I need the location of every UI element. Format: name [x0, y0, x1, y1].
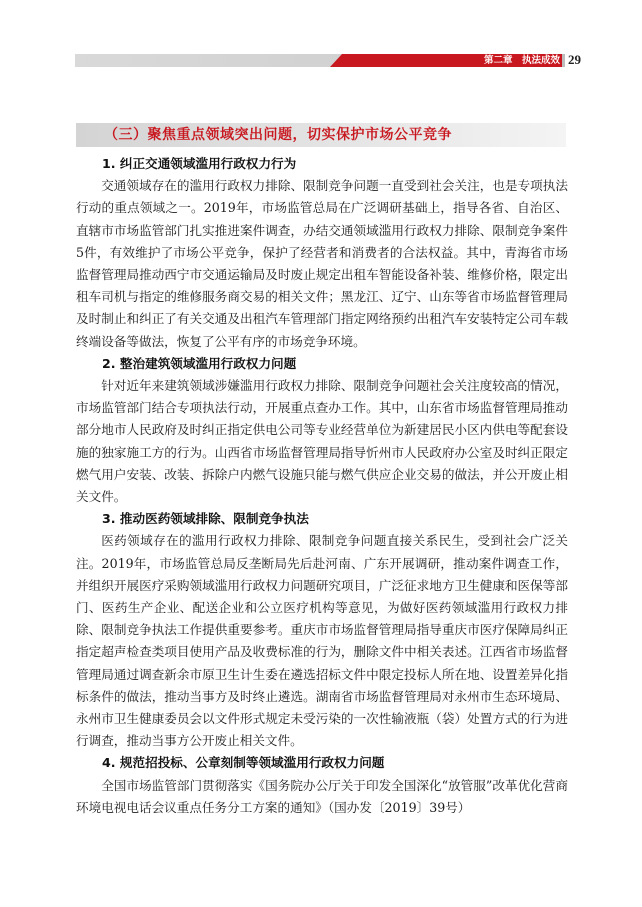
subsection-heading: 4. 规范招投标、公章刻制等领域滥用行政权力问题	[102, 755, 385, 771]
chapter-label: 第二章 执法成效	[483, 55, 560, 66]
subsection-heading: 3. 推动医药领域排除、限制竞争执法	[102, 511, 309, 527]
section-title: （三）聚焦重点领域突出问题，切实保护市场公平竞争	[104, 127, 452, 143]
subsection-2	[76, 353, 568, 508]
subsection-paragraph: 针对近年来建筑领域涉嫌滥用行政权力排除、限制竞争问题社会关注度较高的情况，市场监管部门结合专项执法行动，开展重点查办工作。其中，山东省市场监督管理局推动部分地市人民政府及时纠正指定供电公司等专业经营单位为新建居民小区内供电等配套设施的独家施工方的行为。山西省市场监督管理局指导忻州市人民政府办公室及时纠正限定燃气用户安装、改装、拆除户内燃气设施只能与燃气供应企业交易的做法，并公开废止相关文件。	[76, 378, 568, 505]
subsection-paragraph: 交通领域存在的滥用行政权力排除、限制竞争问题一直受到社会关注，也是专项执法行动的重点领域之一。2019年，市场监管总局在广泛调研基础上，指导各省、自治区、直辖市市场监管部门扎实推进案件调查，办结交通领域滥用行政权力排除、限制竞争案件5件，有效维护了市场公平竞争，保护了经营者和消费者的合法权益。其中，青海省市场监督管理局推动西宁市交通运输局及时废止规定出租车智能设备补装、维修价格，限定出租车司机与指定的维修服务商交易的相关文件；黑龙江、辽宁、山东等省市场监督管理局及时制止和纠正了有关交通及出租汽车管理部门指定网络预约出租汽车安装特定公司车载终端设备等做法，恢复了公平有序的市场竞争环境。	[76, 178, 568, 349]
subsection-1	[76, 153, 568, 353]
subsection-paragraph: 全国市场监管部门贯彻落实《国务院办公厅关于印发全国深化“放管服”改革优化营商环境电视电话会议重点任务分工方案的通知》（国办发〔2019〕39号）	[76, 777, 568, 815]
page-number: 29	[568, 52, 581, 67]
subsection-4	[76, 752, 568, 819]
subsection-paragraph: 医药领域存在的滥用行政权力排除、限制竞争问题直接关系民生，受到社会广泛关注。2019年，市场监管总局反垄断局先后赴河南、广东开展调研，推动案件调查工作，并组织开展医疗采购领域滥用行政权力问题研究项目，广泛征求地方卫生健康和医保等部门、医药生产企业、配送企业和公立医疗机构等意见，为做好医药领域滥用行政权力排除、限制竞争执法工作提供重要参考。重庆市市场监督管理局指导重庆市医疗保障局纠正指定超声检查类项目使用产品及收费标准的行为，删除文件中相关表述。江西省市场监督管理局通过调查新余市原卫生计生委在遴选招标文件中限定投标人所在地、设置差异化指标条件的做法，推动当事方及时终止遴选。湖南省市场监督管理局对永州市生态环境局、永州市卫生健康委员会以文件形式规定未受污染的一次性输液瓶（袋）处置方式的行为进行调查，推动当事方公开废止相关文件。	[76, 533, 568, 749]
subsection-heading: 1. 纠正交通领域滥用行政权力行为	[102, 156, 297, 171]
body-content	[76, 153, 568, 819]
subsection-3	[76, 508, 568, 752]
subsection-heading: 2. 整治建筑领域滥用行政权力问题	[102, 355, 297, 371]
